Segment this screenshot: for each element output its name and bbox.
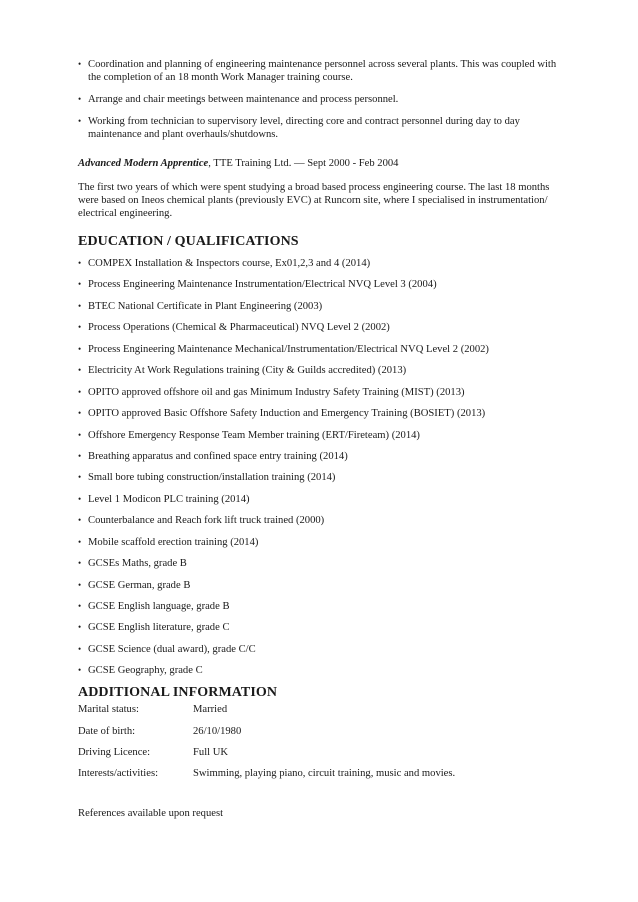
- qualification-text: Breathing apparatus and confined space entry training (2014): [88, 450, 348, 462]
- experience-bullet-list: [78, 58, 568, 141]
- bullet-icon: •: [78, 343, 82, 354]
- education-heading: EDUCATION / QUALIFICATIONS: [78, 234, 299, 249]
- bullet-icon: •: [78, 408, 82, 419]
- list-item: [78, 621, 568, 634]
- qualification-text: GCSE Geography, grade C: [88, 665, 203, 677]
- job-employer-dates: , TTE Training Ltd. — Sept 2000 - Feb 2004: [208, 158, 399, 169]
- apprentice-entry: [78, 157, 568, 220]
- list-item: [78, 300, 568, 313]
- qualification-text: OPITO approved offshore oil and gas Minimum Industry Safety Training (MIST) (2013): [88, 386, 465, 398]
- list-item: [78, 257, 568, 270]
- bullet-text: Arrange and chair meetings between maintenance and process personnel.: [88, 94, 399, 105]
- info-label: Date of birth:: [78, 725, 136, 737]
- info-label: Interests/activities:: [78, 768, 159, 780]
- bullet-icon: •: [78, 558, 82, 569]
- bullet-icon: •: [78, 665, 82, 676]
- list-item: [78, 536, 568, 549]
- bullet-icon: •: [78, 322, 82, 333]
- table-row: [78, 767, 455, 788]
- qualification-text: Mobile scaffold erection training (2014): [88, 536, 259, 548]
- bullet-icon: •: [78, 450, 82, 461]
- list-item: [78, 643, 568, 656]
- qualification-text: Electricity At Work Regulations training (City & Guilds accredited) (2013): [88, 365, 407, 377]
- bullet-icon: •: [78, 493, 82, 504]
- list-item: [78, 321, 568, 334]
- list-item: [78, 514, 568, 527]
- info-value: Full UK: [193, 746, 229, 758]
- bullet-icon: •: [78, 300, 82, 311]
- bullet-icon: •: [78, 429, 82, 440]
- list-item: [78, 493, 568, 506]
- qualification-text: Level 1 Modicon PLC training (2014): [88, 493, 250, 505]
- qualification-text: Process Engineering Maintenance Instrumentation/Electrical NVQ Level 3 (2004): [88, 279, 437, 291]
- list-item: [78, 471, 568, 484]
- list-item: [78, 450, 568, 463]
- qualification-text: GCSE English literature, grade C: [88, 622, 230, 634]
- bullet-icon: •: [78, 515, 82, 526]
- list-item: [78, 557, 568, 570]
- list-item: [78, 664, 568, 677]
- bullet-icon: •: [78, 601, 82, 611]
- job-title: Advanced Modern Apprentice: [78, 158, 209, 169]
- qualification-text: Counterbalance and Reach fork lift truck trained (2000): [88, 515, 325, 527]
- bullet-icon: •: [78, 386, 82, 397]
- qualification-text: OPITO approved Basic Offshore Safety Induction and Emergency Training (BOSIET) (2013): [88, 408, 486, 420]
- bullet-text: Coordination and planning of engineering maintenance personnel across several plants. This was coupled with the completion of an 18 month Work Manager training course.: [88, 59, 557, 83]
- bullet-icon: •: [78, 579, 82, 590]
- job-title-line: [78, 157, 568, 170]
- bullet-icon: •: [78, 94, 82, 104]
- info-value: 26/10/1980: [193, 725, 242, 737]
- qualification-text: GCSE English language, grade B: [88, 601, 230, 612]
- list-item: [78, 278, 568, 291]
- list-item: [78, 579, 568, 592]
- bullet-icon: •: [78, 258, 82, 268]
- table-row: [78, 725, 455, 746]
- qualification-text: BTEC National Certificate in Plant Engineering (2003): [88, 300, 323, 312]
- additional-info-table: [78, 703, 455, 788]
- list-item: [78, 58, 568, 84]
- qualification-text: Small bore tubing construction/installation training (2014): [88, 472, 336, 484]
- list-item: [78, 407, 568, 420]
- list-item: [78, 386, 568, 399]
- list-item: [78, 93, 568, 106]
- bullet-text: Working from technician to supervisory level, directing core and contract personnel during day to day maintenance and plant overhauls/shutdowns.: [88, 116, 520, 140]
- bullet-icon: •: [78, 59, 82, 69]
- education-list: [78, 257, 568, 677]
- list-item: [78, 429, 568, 442]
- info-value: Married: [193, 704, 228, 716]
- qualification-text: COMPEX Installation & Inspectors course, Ex01,2,3 and 4 (2014): [88, 258, 371, 269]
- additional-info-heading: ADDITIONAL INFORMATION: [78, 685, 278, 701]
- info-label: Driving Licence:: [78, 746, 151, 758]
- bullet-icon: •: [78, 472, 82, 483]
- qualification-text: GCSE German, grade B: [88, 579, 191, 591]
- job-description: The first two years of which were spent studying a broad based process engineering course. The last 18 months were based on Ineos chemical plants (previously EVC) at Runcorn site, where I specialised in instrumentation/ electrical engineering.: [78, 182, 550, 219]
- bullet-icon: •: [78, 365, 82, 376]
- bullet-icon: •: [78, 279, 82, 290]
- list-item: [78, 115, 568, 141]
- info-label: Marital status:: [78, 704, 139, 716]
- qualification-text: GCSEs Maths, grade B: [88, 558, 187, 570]
- bullet-icon: •: [78, 116, 82, 126]
- table-row: [78, 703, 455, 724]
- list-item: [78, 343, 568, 356]
- bullet-icon: •: [78, 643, 82, 654]
- qualification-text: GCSE Science (dual award), grade C/C: [88, 643, 256, 655]
- bullet-icon: •: [78, 622, 82, 633]
- list-item: [78, 600, 568, 613]
- table-row: [78, 746, 455, 767]
- cv-page: [78, 58, 568, 830]
- info-value: Swimming, playing piano, circuit training, music and movies.: [193, 768, 456, 780]
- references-note: References available upon request: [78, 807, 224, 819]
- bullet-icon: •: [78, 536, 82, 547]
- qualification-text: Process Operations (Chemical & Pharmaceutical) NVQ Level 2 (2002): [88, 322, 390, 334]
- qualification-text: Offshore Emergency Response Team Member training (ERT/Fireteam) (2014): [88, 429, 420, 441]
- qualification-text: Process Engineering Maintenance Mechanical/Instrumentation/Electrical NVQ Level 2 (2002): [88, 343, 489, 355]
- list-item: [78, 364, 568, 377]
